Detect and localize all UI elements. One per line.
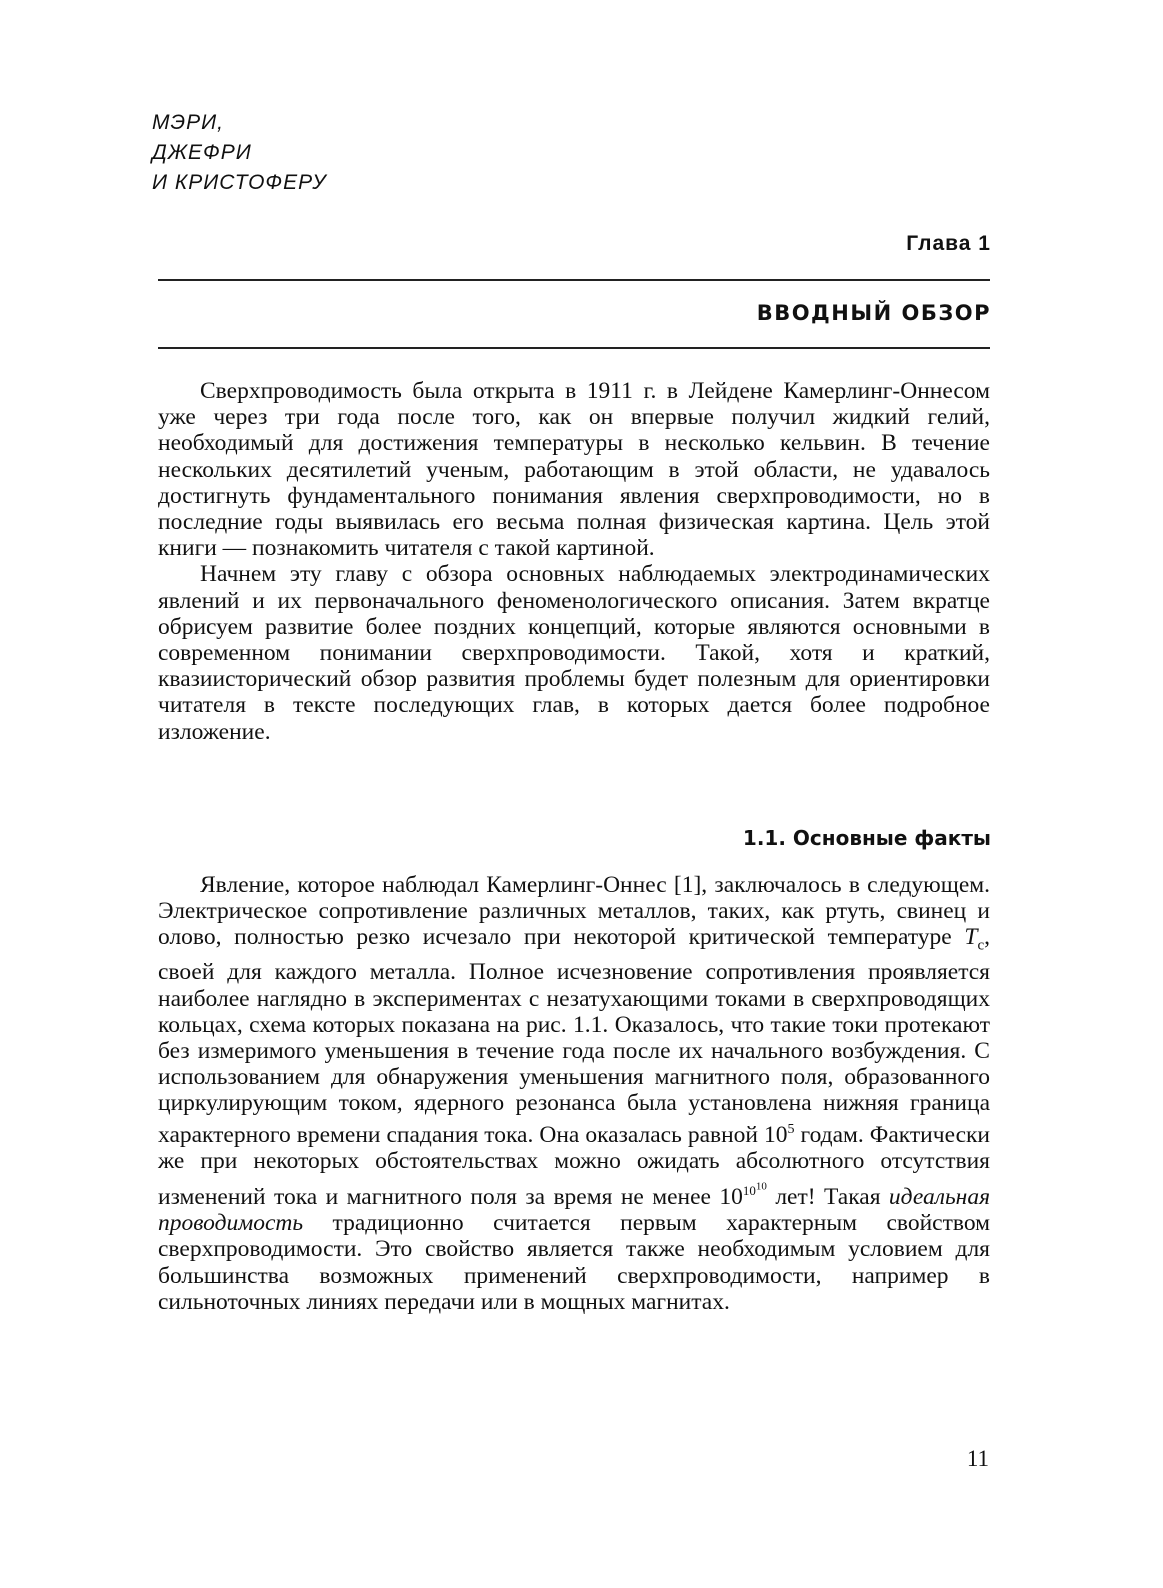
- text-run-4: лет! Такая: [775, 1183, 881, 1210]
- exp1-base: 10: [764, 1121, 788, 1148]
- exp2-power-group: [742, 1180, 767, 1199]
- top-divider: [158, 279, 990, 281]
- text-run-2: , своей для каждого металла. Полное исчезновение сопротивления проявляется наиболее наглядно в экспериментах с незатухающими токами в сверхпроводящих кольцах, схема которых показана на рис. 1.1. Оказалось, что такие токи протекают без измеримого уменьшения в течение года после их начального возбуждения. С использованием для обнаружения уменьшения магнитного поля, образованного циркулирующим током, ядерного резонанса была установлена нижняя граница характерного времени спадания тока. Она оказалась равной: [158, 924, 991, 1148]
- intro-paragraph-2: Начнем эту главу с обзора основных наблюдаемых электродинамических явлений и их первоначального феноменологического описания. Затем вкратце обрисуем развитие более поздних концепций, которые являются основными в современном понимании сверхпроводимости. Такой, хотя и краткий, квазиисторический обзор развития проблемы будет полезным для ориентировки читателя в тексте последующих глав, в которых дается более подробное изложение.: [158, 561, 990, 745]
- dedication-line-3: И КРИСТОФЕРУ: [152, 171, 327, 194]
- page-number: 11: [966, 1446, 989, 1471]
- text-run-3: годам. Фактически же при некоторых обстоятельствах можно ожидать абсолютного отсутствия изменений тока и магнитного поля за время не менее: [158, 1121, 991, 1210]
- dedication-line-2: ДЖЕФРИ: [152, 141, 252, 164]
- dedication: [152, 108, 327, 198]
- text-run-1: Явление, которое наблюдал Камерлинг-Оннес [1], заключалось в следующем. Электрическое сопротивление различных металлов, таких, как ртуть, свинец и олово, полностью резко исчезало при некоторой критической температуре: [158, 872, 990, 951]
- emphasis-ideal-conductivity: идеальная проводимость: [158, 1183, 990, 1237]
- section-text: [158, 872, 990, 1315]
- section-heading: 1.1. Основные факты: [742, 826, 991, 850]
- exp2-base: 10: [719, 1183, 743, 1210]
- text-run-5: традиционно считается первым характерным свойством сверхпроводимости. Это свойство является также необходимым условием для большинства возможных применений сверхпроводимости, например в сильноточных линиях передачи или в мощных магнитах.: [158, 1210, 990, 1315]
- tc-subscript: c: [977, 938, 985, 955]
- exp1-power: 5: [787, 1121, 795, 1137]
- chapter-title: ВВОДНЫЙ ОБЗОР: [756, 301, 991, 325]
- exp2-power2: 10: [755, 1180, 767, 1193]
- bottom-divider: [158, 347, 990, 349]
- exp2-power: 10: [742, 1183, 756, 1199]
- chapter-label: Глава 1: [906, 232, 991, 255]
- intro-text: [158, 378, 990, 745]
- intro-paragraph-1: Сверхпроводимость была открыта в 1911 г. в Лейдене Камерлинг-Оннесом уже через три года после того, как он впервые получил жидкий гелий, необходимый для достижения температуры в несколько кельвин. В течение нескольких десятилетий ученым, работающим в этой области, не удавалось достигнуть фундаментального понимания явления сверхпроводимости, но в последние годы выявилась его весьма полная физическая картина. Цель этой книги — познакомить читателя с такой картиной.: [158, 378, 990, 562]
- section-paragraph: [158, 872, 990, 1315]
- tc-symbol: T: [964, 924, 978, 951]
- dedication-line-1: МЭРИ,: [152, 111, 224, 134]
